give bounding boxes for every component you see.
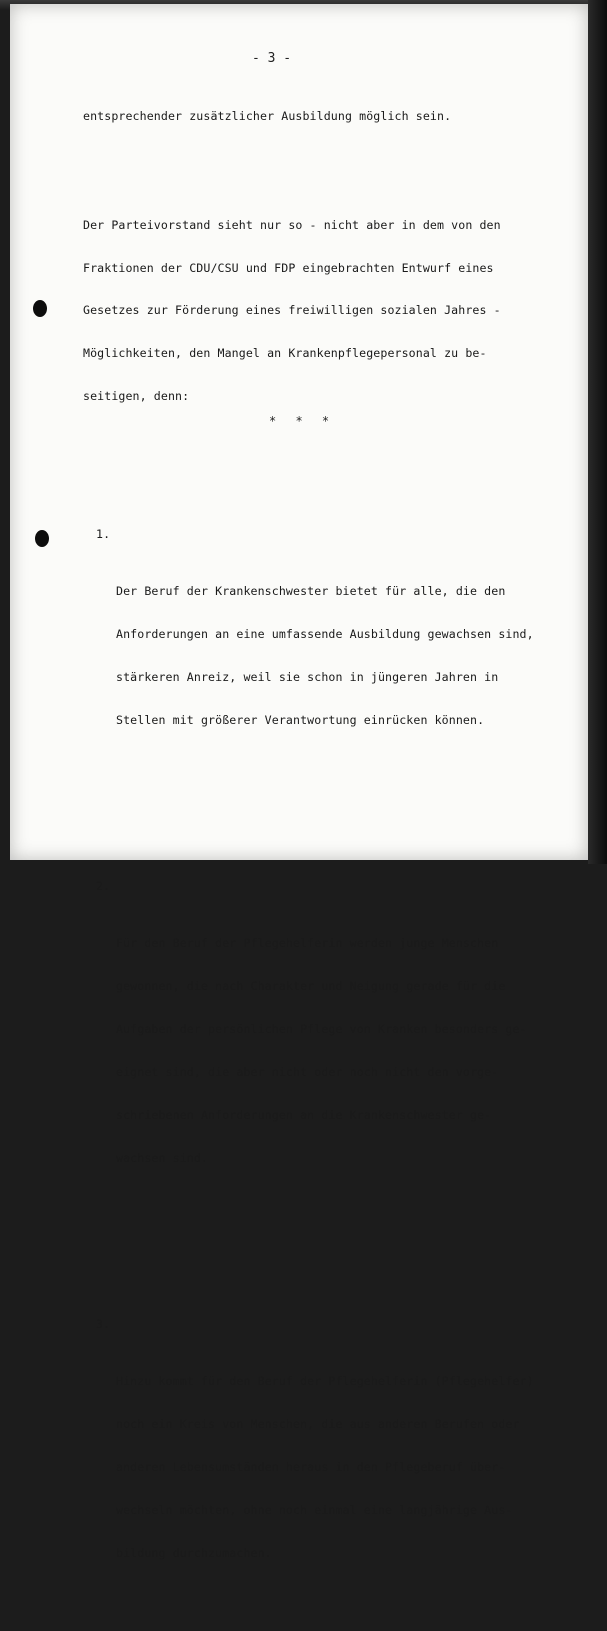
item-number: 3. <box>96 1316 111 1331</box>
item-line: stärkeren Anreiz, weil sie schon in jüngeren Jahren in <box>116 669 499 684</box>
punch-hole <box>33 300 47 317</box>
item-number: 2. <box>96 879 111 894</box>
paragraph-line: Der Parteivorstand sieht nur so - nicht aber in dem von den <box>83 217 501 232</box>
item-line: anderen Lebensumständen heraus in den Pflegeberuf über- <box>116 1459 506 1474</box>
item-line: Für den Beruf der Pflegehelferin werden junge Menschen <box>116 936 499 951</box>
item-line: gewonnen, die nach Charakter und Neigung gerade für die <box>116 979 506 994</box>
list-item <box>83 865 553 1222</box>
item-line: eignet sind, die aber nicht oder noch nicht den vorge- <box>116 1064 499 1079</box>
paragraph-line: Gesetzes zur Förderung eines freiwilligen sozialen Jahres - <box>83 303 501 318</box>
scan-right-edge <box>588 0 607 864</box>
item-line: schriebenen Anforderungen an die Krankenschwester ge- <box>116 1107 492 1122</box>
paragraph-line: Möglichkeiten, den Mangel an Krankenpflegepersonal zu be- <box>83 346 487 361</box>
paragraph-line: seitigen, denn: <box>83 389 190 404</box>
section-separator: * * * <box>269 414 336 428</box>
item-line: noch ein Kreis von Menschen, die aus anderen Berufen oder <box>116 1417 520 1432</box>
paragraph-line: Fraktionen der CDU/CSU und FDP eingebrachten Entwurf eines <box>83 260 494 275</box>
list-item <box>83 1303 553 1618</box>
list-item <box>83 513 553 785</box>
item-line: wachsen sind. <box>116 1150 209 1165</box>
punch-hole <box>35 530 49 547</box>
item-line: Aufgaben der persönlichen Pflege von Kranken besonders ge- <box>116 1022 527 1036</box>
item-line: Der Beruf der Krankenschwester bietet für alle, die den <box>116 584 506 599</box>
item-line: wechseln möchten, ohne noch einmal eine langjährige Aus- <box>116 1502 513 1517</box>
item-number: 1. <box>96 526 111 541</box>
item-line: bildung durchzumachen. <box>116 1545 272 1560</box>
paragraph <box>83 189 553 432</box>
item-line: Hinzu kommt für den Beruf der Pflegehelferin (Pflegehelfer) <box>116 1374 534 1389</box>
intro-line: entsprechender zusätzlicher Ausbildung möglich sein. <box>83 108 452 123</box>
item-line: Stellen mit größerer Verantwortung einrücken können. <box>116 712 485 727</box>
item-line: Anforderungen an eine umfassende Ausbildung gewachsen sind, <box>116 626 534 641</box>
page-number: - 3 - <box>252 51 292 66</box>
document-body <box>83 80 553 1631</box>
